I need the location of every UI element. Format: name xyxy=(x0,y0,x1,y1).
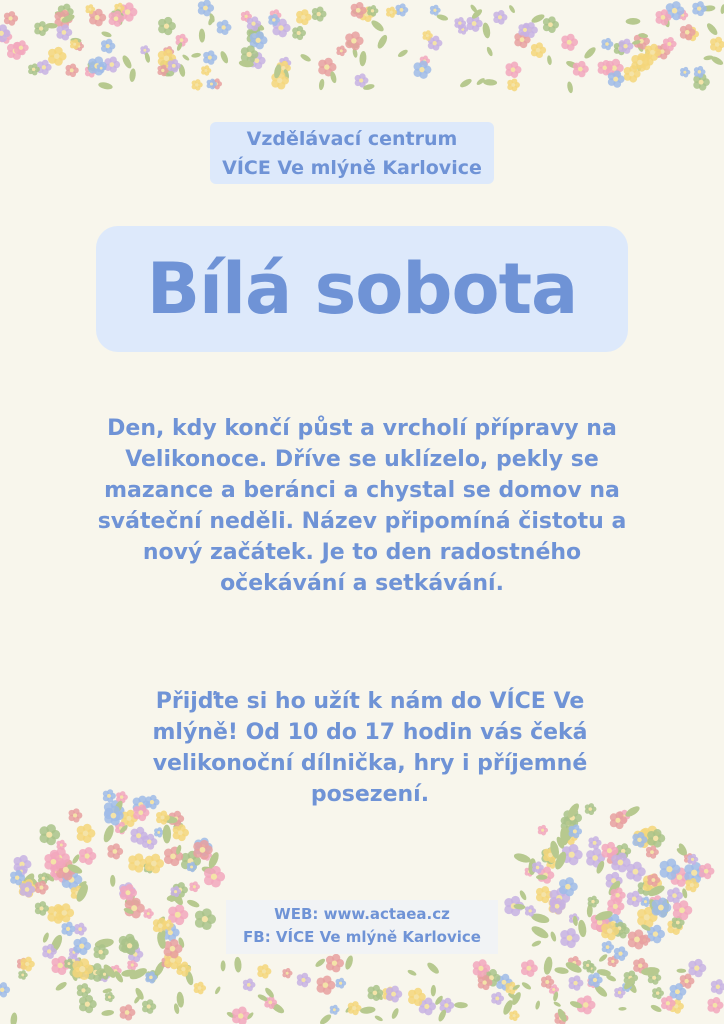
leaf-icon xyxy=(186,898,200,909)
description-paragraph: Den, kdy končí půst a vrcholí přípravy na Velikonoce. Dříve se uklízelo, pekly se mazance a beránci a chystal se domov na sváteční neděli. Název připomíná čistotu a nový začátek. Je to den radostného očekávání a setkávání. xyxy=(97,416,627,596)
leaf-icon xyxy=(626,18,641,25)
flower-icon xyxy=(336,978,347,989)
title-panel xyxy=(96,226,628,352)
leaf-icon xyxy=(214,986,222,995)
flower-icon xyxy=(143,908,153,919)
flower-icon xyxy=(292,26,306,40)
flower-icon xyxy=(699,863,715,879)
leaf-icon xyxy=(121,54,134,70)
flower-icon xyxy=(79,847,96,865)
flower-icon xyxy=(568,824,582,838)
leaf-icon xyxy=(598,953,609,963)
flower-icon xyxy=(173,824,189,841)
flower-icon xyxy=(56,903,75,922)
leaf-icon xyxy=(549,931,557,942)
flower-icon xyxy=(569,975,584,990)
flower-icon xyxy=(317,975,336,994)
flower-icon xyxy=(61,922,75,936)
flower-icon xyxy=(201,65,211,75)
flower-icon xyxy=(194,982,206,995)
flower-icon xyxy=(602,941,614,954)
flower-icon xyxy=(243,978,256,991)
facebook-contact: FB: VÍCE Ve mlýně Karlovice xyxy=(243,928,481,946)
flower-icon xyxy=(628,929,648,949)
leaf-icon xyxy=(98,81,114,90)
leaf-icon xyxy=(181,54,190,62)
flower-icon xyxy=(543,16,559,33)
leaf-icon xyxy=(318,78,325,90)
flower-icon xyxy=(192,79,203,90)
leaf-icon xyxy=(359,51,367,67)
flower-icon xyxy=(326,954,344,973)
flower-icon xyxy=(610,887,625,903)
flower-icon xyxy=(34,21,49,36)
flower-icon xyxy=(120,1004,136,1020)
flower-icon xyxy=(348,1001,362,1015)
leaf-icon xyxy=(191,52,201,58)
leaf-icon xyxy=(513,852,532,865)
flower-icon xyxy=(507,78,520,91)
leaf-icon xyxy=(566,81,573,94)
flower-icon xyxy=(345,31,363,50)
flower-icon xyxy=(647,829,665,848)
organizer-label xyxy=(210,122,494,184)
flower-icon xyxy=(74,923,87,936)
flower-icon xyxy=(154,827,164,837)
flower-icon xyxy=(125,898,145,919)
flower-icon xyxy=(107,843,123,859)
flower-icon xyxy=(386,7,397,18)
leaf-icon xyxy=(299,53,312,63)
flower-icon xyxy=(680,67,690,78)
flower-icon xyxy=(297,973,311,988)
leaf-icon xyxy=(705,22,719,37)
leaf-icon xyxy=(454,1002,468,1009)
leaf-icon xyxy=(360,1006,376,1015)
flower-icon xyxy=(505,62,521,78)
leaf-icon xyxy=(486,46,494,57)
organizer-line-2: VÍCE Ve mlýně Karlovice xyxy=(222,157,482,179)
flower-icon xyxy=(105,992,115,1002)
flower-icon xyxy=(4,11,18,26)
leaf-icon xyxy=(407,969,418,977)
leaf-icon xyxy=(234,957,242,973)
leaf-icon xyxy=(374,1015,384,1023)
flower-icon xyxy=(65,63,78,77)
leaf-icon xyxy=(535,1000,541,1010)
flower-icon xyxy=(531,42,546,58)
flower-icon xyxy=(195,908,216,930)
flower-icon xyxy=(101,39,115,54)
flower-icon xyxy=(663,37,677,51)
leaf-icon xyxy=(101,1009,114,1016)
flower-icon xyxy=(336,46,346,57)
flower-icon xyxy=(588,836,601,849)
flower-icon xyxy=(232,1006,250,1024)
flower-icon xyxy=(168,59,181,73)
flower-icon xyxy=(561,34,578,51)
leaf-icon xyxy=(543,956,554,975)
flower-icon xyxy=(588,896,600,908)
flower-icon xyxy=(142,999,156,1014)
leaf-icon xyxy=(531,939,542,947)
flower-icon xyxy=(367,5,378,17)
leaf-icon xyxy=(10,1012,18,1024)
leaf-icon xyxy=(482,22,492,39)
organizer-line-1: Vzdělávací centrum xyxy=(246,128,458,150)
leaf-icon xyxy=(376,33,389,50)
leaf-icon xyxy=(483,79,497,86)
flower-icon xyxy=(652,987,664,999)
page-title: Bílá sobota xyxy=(146,248,578,330)
leaf-icon xyxy=(459,77,473,89)
flower-icon xyxy=(204,866,225,888)
flower-icon xyxy=(667,887,683,903)
flower-icon xyxy=(521,960,538,977)
flower-icon xyxy=(217,20,232,35)
flower-icon xyxy=(104,56,120,72)
flower-icon xyxy=(491,992,504,1005)
flower-icon xyxy=(614,946,628,961)
leaf-icon xyxy=(129,68,137,82)
flower-icon xyxy=(18,970,27,980)
flower-icon xyxy=(0,982,10,997)
flower-icon xyxy=(688,959,706,977)
leaf-icon xyxy=(102,824,116,844)
flower-icon xyxy=(619,39,634,54)
flower-icon xyxy=(14,40,29,55)
flower-icon xyxy=(257,964,271,978)
leaf-icon xyxy=(390,1007,400,1020)
flower-icon xyxy=(189,881,200,892)
flower-icon xyxy=(711,979,724,994)
flower-icon xyxy=(509,1010,519,1021)
flower-icon xyxy=(493,10,507,25)
leaf-icon xyxy=(199,29,206,43)
leaf-icon xyxy=(314,957,326,968)
flower-icon xyxy=(69,808,83,822)
flower-icon xyxy=(312,6,327,21)
leaf-icon xyxy=(219,50,230,64)
leaf-icon xyxy=(554,966,569,974)
leaf-icon xyxy=(162,825,171,844)
leaf-icon xyxy=(577,919,587,937)
flower-icon xyxy=(140,45,150,55)
flower-icon xyxy=(158,17,176,35)
leaf-icon xyxy=(221,960,226,971)
leaf-icon xyxy=(426,961,441,976)
flower-icon xyxy=(601,38,613,50)
leaf-icon xyxy=(583,45,598,60)
flower-icon xyxy=(77,824,96,843)
leaf-icon xyxy=(650,1003,663,1013)
flower-icon xyxy=(73,937,91,955)
flower-icon xyxy=(538,825,548,836)
flower-icon xyxy=(413,60,431,78)
flower-icon xyxy=(573,61,589,77)
flower-icon xyxy=(560,928,580,948)
leaf-icon xyxy=(553,1001,562,1008)
flower-icon xyxy=(48,47,66,66)
flower-icon xyxy=(330,1005,340,1015)
contact-info xyxy=(226,900,498,954)
leaf-icon xyxy=(546,55,552,65)
flower-icon xyxy=(282,968,292,978)
flower-icon xyxy=(35,901,49,916)
leaf-icon xyxy=(54,980,68,992)
leaf-icon xyxy=(344,955,355,971)
flower-icon xyxy=(56,24,72,40)
flower-icon xyxy=(395,3,408,16)
flower-icon xyxy=(559,877,578,896)
leaf-icon xyxy=(530,924,551,941)
flower-icon xyxy=(203,50,217,64)
flower-icon xyxy=(296,9,312,25)
flower-icon xyxy=(710,37,724,52)
invitation-paragraph: Přijďte si ho užít k nám do VÍCE Ve mlýně! Od 10 do 17 hodin vás čeká velikonoční dílnička, hry i příjemné posezení. xyxy=(152,689,588,807)
leaf-icon xyxy=(110,875,116,887)
leaf-icon xyxy=(676,968,686,973)
leaf-icon xyxy=(430,985,436,997)
flower-icon xyxy=(386,986,402,1003)
leaf-icon xyxy=(720,4,724,14)
flower-icon xyxy=(430,5,441,16)
leaf-icon xyxy=(318,1013,332,1024)
flower-icon xyxy=(707,997,723,1013)
leaf-icon xyxy=(508,4,516,14)
flower-icon xyxy=(145,854,164,874)
web-contact: WEB: www.actaea.cz xyxy=(274,905,450,923)
leaf-icon xyxy=(101,30,113,38)
leaf-icon xyxy=(521,981,533,991)
flower-icon xyxy=(20,957,34,972)
flower-icon xyxy=(673,900,693,920)
flower-icon xyxy=(692,1,707,16)
leaf-icon xyxy=(42,932,50,944)
leaf-icon xyxy=(618,1007,626,1011)
leaf-icon xyxy=(397,48,409,58)
flower-icon xyxy=(79,995,97,1013)
leaf-icon xyxy=(370,18,386,33)
flower-icon xyxy=(608,71,625,88)
